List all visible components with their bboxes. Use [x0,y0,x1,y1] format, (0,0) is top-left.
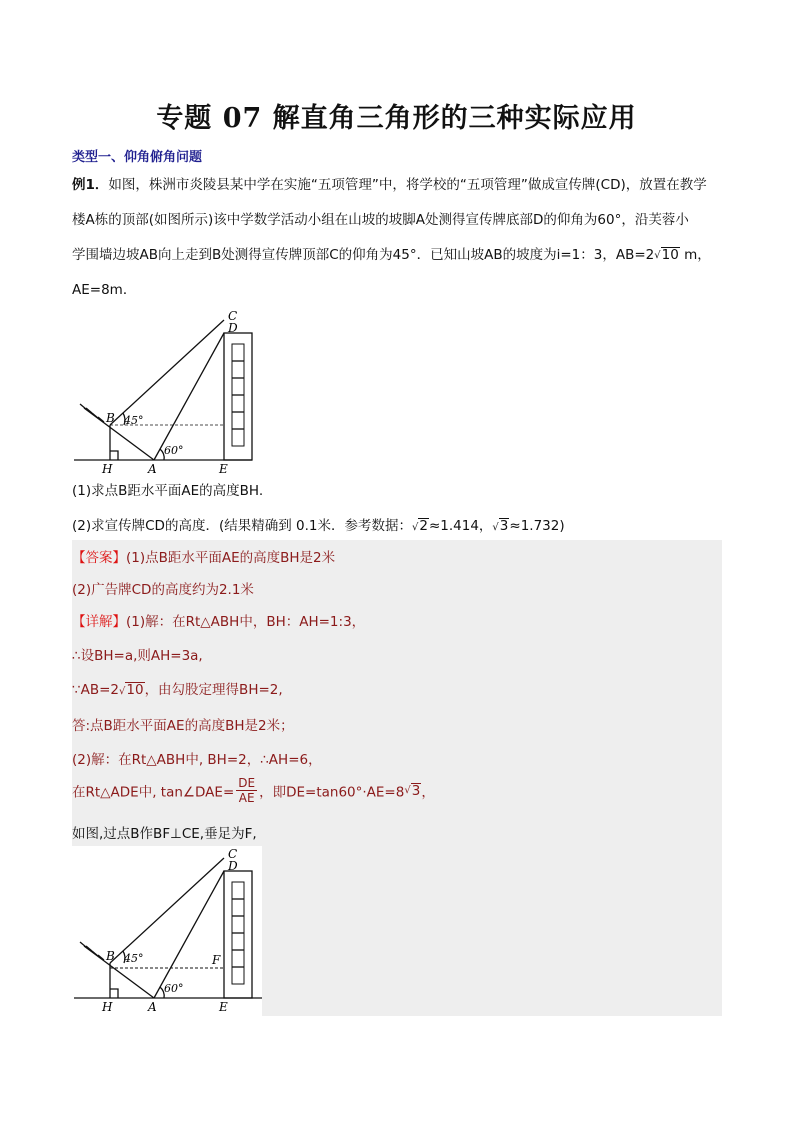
page-title: 专题 07 解直角三角形的三种实际应用 [156,103,637,134]
section-heading: 类型一、仰角俯角问题 [72,150,203,165]
example-label: 例1． [72,177,109,193]
fig2-label-B: B [106,949,115,963]
fig2-label-45: 45° [124,952,144,965]
sqrt-10: 10 [661,247,679,263]
fraction-de-ae [236,776,257,805]
detail-line-1: (1)解：在Rt△ABH中，BH：AH=1:3， [126,614,366,630]
detail-sqrt-3: 3 [411,782,421,799]
answer-tag: 【答案】 [72,550,126,566]
detail-line-6-mid: ，即DE=tan60°·AE=8 [259,784,405,801]
example-line-2: 楼A栋的顶部(如图所示)该中学数学活动小组在山坡的坡脚A处测得宣传牌底部D的仰角为60°，沿芙蓉小 [72,212,689,228]
fig2-label-D: D [228,859,238,873]
example-paragraph: 例1．如图，株洲市炎陵县某中学在实施“五项管理”中，将学校的“五项管理”做成宣传牌(CD)，放置在教学 楼A栋的顶部(如图所示)该中学数学活动小组在山坡的坡脚A处测得宣传牌底部D的仰角为60°，沿芙蓉小 学围墙边坡AB向上走到B处测得宣传牌顶部C的仰角为45°．已知山坡AB的坡度为i=1：3，AB=2√10 m， AE=8m． [72,168,724,308]
label-H: H [102,462,113,474]
answer-2: (2)广告牌CD的高度约为2.1米 [72,582,254,598]
fig2-label-A: A [148,1000,157,1014]
fig2-label-C: C [228,847,238,861]
question-2-approx-2: ≈1.732) [509,518,565,534]
questions: (1)求点B距水平面AE的高度BH. (2)求宣传牌CD的高度．(结果精确到 0.1米．参考数据：√2≈1.414，√3≈1.732) [72,474,724,545]
detail-line-7: 如图,过点B作BF⊥CE,垂足为F, [72,826,257,842]
label-60: 60° [164,444,184,457]
label-45: 45° [124,414,144,427]
label-B: B [106,411,115,425]
question-2: (2)求宣传牌CD的高度．(结果精确到 0.1米．参考数据： [72,518,412,534]
sqrt-2: 2 [419,518,428,534]
detail-tag: 【详解】 [72,614,126,630]
figure-1 [72,308,262,474]
detail-line-6: 在Rt△ADE中, tan∠DAE= [72,784,235,801]
fig2-label-F: F [212,953,221,967]
detail-line-6-end: ， [421,784,435,801]
fig2-label-E: E [219,1000,228,1014]
fig2-label-H: H [102,1000,113,1014]
detail-line-5: (2)解：在Rt△ABH中, BH=2，∴AH=6， [72,752,322,768]
label-A: A [148,462,157,474]
fraction-numerator: DE [238,776,256,790]
detail-line-3: ∵AB=2 [72,682,119,698]
label-C: C [228,309,238,323]
answer-1: (1)点B距水平面AE的高度BH是2米 [126,550,336,566]
fraction-denominator: AE [238,791,255,805]
detail-sqrt-10: 10 [126,682,144,698]
question-2-approx-1: ≈1.414， [428,518,493,534]
label-E: E [219,462,228,474]
figure-2 [72,846,262,1016]
detail-line-3-end: ，由勾股定理得BH=2, [144,682,283,698]
example-line-4: AE=8m． [72,282,137,298]
label-D: D [228,321,238,335]
question-1: (1)求点B距水平面AE的高度BH. [72,483,264,499]
answer-block: 【答案】(1)点B距水平面AE的高度BH是2米 (2)广告牌CD的高度约为2.1米 【详解】(1)解：在Rt△ABH中，BH：AH=1:3， ∴设BH=a,则AH=3a, ∵AB=2√10，由勾股定理得BH=2, 答:点B距水平面AE的高度BH是2米； (2)解：在Rt△ABH中, BH=2，∴AH=6， 在Rt△ADE中, tan∠DAE= $\frac{DE}{AE}$ ，即DE=tan60°·AE=8√3， 如图,过点B作BF⊥CE,垂足为F, C D B 45° F 60° H A E [72,540,722,1016]
fig2-label-60: 60° [164,982,184,995]
detail-line-2: ∴设BH=a,则AH=3a, [72,648,203,664]
example-line-3: 学围墙边坡AB向上走到B处测得宣传牌顶部C的仰角为45°．已知山坡AB的坡度为i=1：3，AB=2 [72,247,655,263]
sqrt-3: 3 [499,518,509,534]
example-line-3-unit: m， [684,247,711,263]
example-line-1: 如图，株洲市炎陵县某中学在实施“五项管理”中，将学校的“五项管理”做成宣传牌(CD)，放置在教学 [108,177,707,193]
detail-line-4: 答:点B距水平面AE的高度BH是2米； [72,718,294,734]
